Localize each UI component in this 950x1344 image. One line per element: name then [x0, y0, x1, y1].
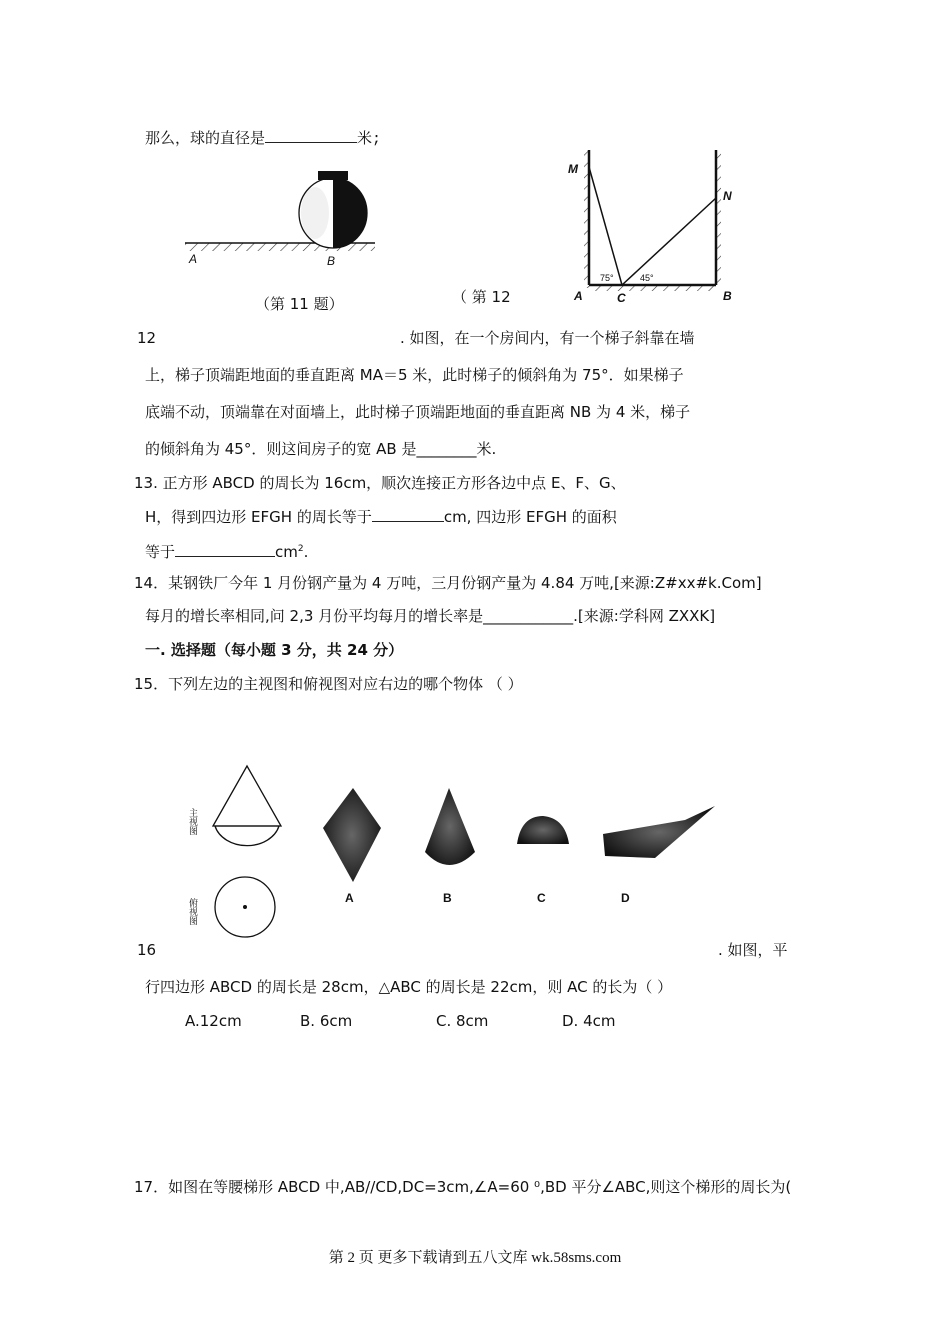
- q14-line2: 每月的增长率相同,问 2,3 月份平均每月的增长率是____________.[来源:学科网 ZXXK]: [145, 607, 716, 625]
- q11-ball-cap: [318, 171, 348, 180]
- q13-line3-b: cm: [275, 543, 298, 561]
- section-heading: 一. 选择题（每小题 3 分，共 24 分）: [145, 641, 404, 659]
- q12-label-M: M: [568, 162, 578, 176]
- q15-option-C-label: C: [537, 891, 546, 905]
- q16-choice-A: A.12cm: [185, 1012, 242, 1030]
- page-footer: 第 2 页 更多下载请到五八文库 wk.58sms.com: [328, 1250, 622, 1266]
- q15-option-A-shape: [323, 788, 381, 882]
- q12-line1: . 如图，在一个房间内，有一个梯子斜靠在墙: [400, 329, 695, 347]
- q15-option-B-shape: [425, 788, 475, 865]
- q12-label-A: A: [574, 289, 583, 303]
- q12-line3: 底端不动，顶端靠在对面墙上，此时梯子顶端距地面的垂直距离 NB 为 4 米，梯子: [145, 403, 691, 421]
- q15-option-D-shape: [603, 806, 715, 858]
- q16-line2: 行四边形 ABCD 的周长是 28cm，△ABC 的周长是 22cm，则 AC 的长为（ ）: [145, 978, 673, 996]
- q16-choice-B: B. 6cm: [300, 1012, 353, 1030]
- q12-label-C: C: [617, 291, 626, 305]
- q11-blank: [265, 128, 357, 143]
- q16-line1: . 如图，平: [718, 941, 788, 959]
- q12-line4: 的倾斜角为 45°．则这间房子的宽 AB 是________米.: [145, 440, 497, 458]
- q11-tail: 米;: [357, 131, 382, 148]
- q12-ladder-left: [589, 167, 622, 285]
- q14-line1: 14．某钢铁厂今年 1 月份钢产量为 4 万吨，三月份钢产量为 4.84 万吨,[来源:Z#xx#k.Com]: [134, 574, 762, 592]
- q11-label-A: A: [189, 252, 198, 266]
- q15-text: 15．下列左边的主视图和俯视图对应右边的哪个物体 （ ）: [134, 675, 523, 693]
- q12-label-B: B: [723, 289, 732, 303]
- q12-caption: （ 第 12: [452, 288, 511, 306]
- q13-blank-perimeter: [372, 507, 444, 522]
- q13-line2-a: H，得到四边形 EFGH 的周长等于: [145, 508, 372, 526]
- q12-ladder-figure: [560, 145, 750, 307]
- q13-blank-area: [175, 542, 275, 557]
- q15-front-cone: [213, 766, 281, 826]
- q11-label-B: B: [327, 254, 336, 268]
- q16-choice-D: D. 4cm: [562, 1012, 616, 1030]
- q13-line3-sup: 2: [297, 544, 304, 554]
- q11-ball-figure: [185, 165, 385, 270]
- q12-ladder-right: [622, 198, 716, 285]
- q15-option-A-label: A: [345, 891, 354, 905]
- q11-caption: （第 11 题）: [255, 295, 344, 313]
- q11-line: [145, 128, 381, 150]
- q15-front-dome: [215, 826, 279, 846]
- q15-top-view-label: 俯视图: [188, 898, 198, 925]
- q16-choice-C: C. 8cm: [436, 1012, 489, 1030]
- q13-line3-a: 等于: [145, 543, 176, 561]
- q12-line2: 上，梯子顶端距地面的垂直距离 MA＝5 米，此时梯子的倾斜角为 75°．如果梯子: [145, 366, 684, 384]
- q15-option-D-label: D: [621, 891, 630, 905]
- q16-number: 16: [137, 941, 157, 959]
- q17-line1: 17．如图在等腰梯形 ABCD 中,AB//CD,DC=3cm,∠A=60 ⁰,BD 平分∠ABC,则这个梯形的周长为(: [134, 1178, 792, 1196]
- q13-line2: [145, 507, 617, 527]
- q12-number: 12: [137, 329, 157, 347]
- q13-line1: 13. 正方形 ABCD 的周长为 16cm，顺次连接正方形各边中点 E、F、G、: [134, 474, 626, 492]
- q11-text: 那么，球的直径是: [145, 131, 266, 148]
- q13-line3: [145, 539, 308, 562]
- q11-ball-highlight: [301, 187, 329, 239]
- q15-top-center: [243, 905, 247, 909]
- q12-label-N: N: [723, 189, 732, 203]
- q11-ball-shadow: [333, 178, 367, 248]
- q13-line2-b: cm, 四边形 EFGH 的面积: [443, 508, 617, 526]
- q13-line3-c: .: [303, 543, 309, 561]
- q15-option-B-label: B: [443, 891, 452, 905]
- q12-angle-75: 75°: [600, 273, 614, 283]
- q15-option-C-shape: [517, 816, 569, 844]
- q12-angle-45: 45°: [640, 273, 654, 283]
- q15-figure: [185, 760, 725, 940]
- q15-front-view-label: 主视图: [188, 808, 198, 835]
